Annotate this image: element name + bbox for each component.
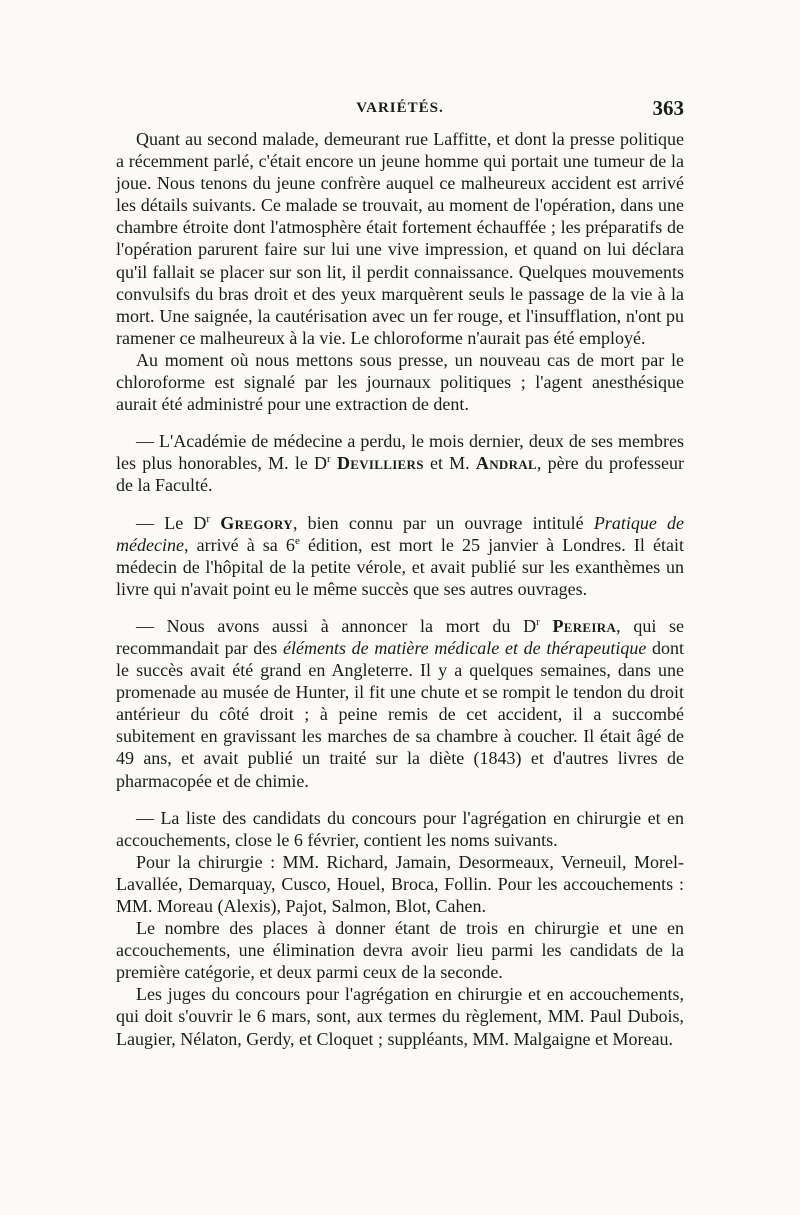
page-number: 363: [652, 96, 684, 120]
person-name-devilliers: Devilliers: [336, 453, 424, 474]
paragraph-candidates-list: — La liste des candidats du concours pour l'agrégation en chirurgie et en accouchements, close le 6 février, contient les noms suivants.: [116, 807, 684, 850]
text-run: , qui se recommandait par des: [116, 615, 685, 658]
text-run: — Nous avons aussi à annoncer la mort du D: [136, 615, 537, 636]
superscript: r: [327, 453, 331, 466]
paragraph-places: Le nombre des places à donner étant de trois en chirurgie et une en accouchements, une élimination devra avoir lieu parmi les candidats de la première catégorie, et deux parmi ceux de la seconde.: [116, 918, 684, 983]
book-title: Pratique de médecine: [116, 512, 684, 555]
text-run: — L'Académie de médecine a perdu, le mois dernier, deux de ses membres les plus honorables, M. le D: [116, 431, 684, 474]
paragraph-new-case: Au moment où nous mettons sous presse, un nouveau cas de mort par le chloroforme est signalé par les journaux politiques ; l'agent anesthésique aurait été administré pour une extraction de dent.: [116, 349, 684, 415]
book-title: éléments de matière médicale et de thérapeutique: [283, 637, 647, 658]
paragraph-judges: Les juges du concours pour l'agrégation en chirurgie et en accouchements, qui doit s'ouvrir le 6 mars, sont, aux termes du règlement, MM. Paul Dubois, Laugier, Nélaton, Gerdy, et Cloquet ; suppléants, MM. Malgaigne et Moreau.: [116, 984, 684, 1049]
paragraph-candidates-names: Pour la chirurgie : MM. Richard, Jamain, Desormeaux, Verneuil, Morel-Lavallée, Demarquay, Cusco, Houel, Broca, Follin. Pour les accouchements : MM. Moreau (Alexis), Pajot, Salmon, Blot, Cahen.: [116, 851, 684, 916]
text-run: dont le succès avait été grand en Angleterre. Il y a quelques semaines, dans une promenade au musée de Hunter, il fit une chute et se rompit le tendon du droit antérieur du côté droit ; à peine remis de cet accident, il a succombé subitement en gravissant les marches de sa chambre à coucher. Il était âgé de 49 ans, et avait publié un traité sur la diète (1843) et d'autres livres de pharmacopée et de chimie.: [116, 637, 684, 791]
running-head: VARIÉTÉS.: [356, 100, 444, 116]
paragraph-academy-deaths: [116, 430, 684, 496]
superscript: e: [294, 534, 300, 547]
text-run: , arrivé à sa 6: [183, 534, 295, 555]
text-run: , bien connu par un ouvrage intitulé: [292, 512, 594, 533]
text-run: édition, est mort le 25 janvier à Londres. Il était médecin de l'hôpital de la petite vérole, et avait publié sur les exanthèmes un livre qui n'avait point eu le même succès que ses autres ouvrages.: [116, 534, 684, 599]
article-body: [116, 128, 684, 1050]
paragraph-second-patient: Quant au second malade, demeurant rue Laffitte, et dont la presse politique a récemment parlé, c'était encore un jeune homme qui portait une tumeur de la joue. Nous tenons du jeune confrère auquel ce malheureux accident est arrivé les détails suivants. Ce malade se trouvait, au moment de l'opération, dans une chambre étroite dont l'atmosphère était fortement échauffée ; les préparatifs de l'opération parurent faire sur lui une vive impression, et quand on lui déclara qu'il fallait se placer sur son lit, il perdit connaissance. Quelques mouvements convulsifs du bras droit et des yeux marquèrent seuls le passage de la vie à la mort. Une saignée, la cautérisation avec un fer rouge, et l'insufflation, n'ont pu ramener ce malheureux à la vie. Le chloroforme n'aurait pas été employé.: [116, 129, 684, 348]
superscript: r: [536, 615, 540, 628]
text-run: et M.: [423, 453, 476, 474]
person-name-pereira: Pereira: [552, 615, 617, 636]
paragraph-pereira: [116, 615, 684, 792]
superscript: r: [206, 512, 211, 525]
paragraph-gregory: [116, 512, 684, 600]
page-header: [116, 96, 684, 126]
text-run: — Le D: [136, 512, 207, 533]
person-name-gregory: Gregory: [220, 512, 293, 533]
person-name-andral: Andral: [475, 453, 537, 474]
text-run: , père du professeur de la Faculté.: [116, 453, 685, 496]
